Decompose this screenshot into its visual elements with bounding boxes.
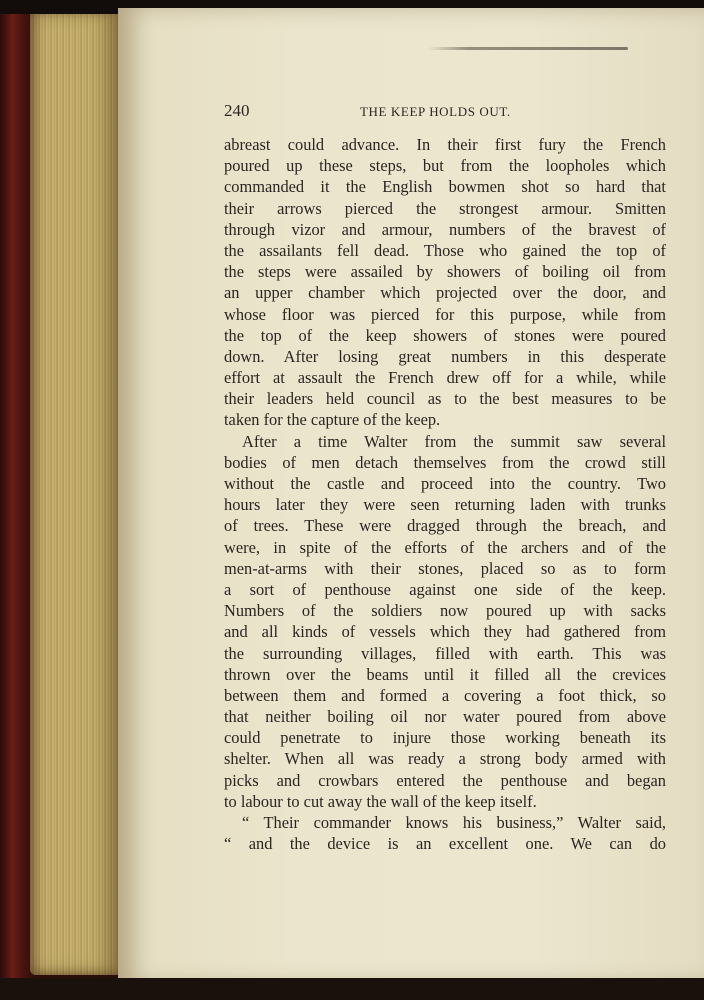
text-line: could penetrate to injure those working beneath its (224, 728, 666, 748)
text-line: thrown over the beams until it filled all the crevices (224, 664, 666, 684)
text-line: an upper chamber which projected over the door, and (224, 283, 666, 303)
text-line: without the castle and proceed into the country. Two (224, 474, 666, 493)
text-line: to labour to cut away the wall of the keep itself. (224, 791, 537, 811)
text-line: their leaders held council as to the best measures to be (224, 389, 666, 409)
text-line: bodies of men detach themselves from the crowd still (224, 452, 666, 472)
text-line: hours later they were seen returning laden with trunks (224, 495, 666, 515)
text-line: whose floor was pierced for this purpose, while from (224, 304, 666, 324)
text-line: through vizor and armour, numbers of the bravest of (224, 219, 666, 239)
body-text (224, 134, 666, 854)
text-line: the assailants fell dead. Those who gained the top of (224, 240, 666, 260)
text-line: down. After losing great numbers in this desperate (224, 346, 666, 366)
text-line: their arrows pierced the strongest armour. Smitten (224, 198, 666, 218)
text-line: a sort of penthouse against one side of the keep. (224, 579, 666, 599)
text-line: poured up these steps, but from the loopholes which (224, 156, 666, 176)
text-line: the steps were assailed by showers of boiling oil from (224, 262, 666, 282)
pencil-mark (428, 47, 628, 50)
running-title: THE KEEP HOLDS OUT. (360, 104, 511, 119)
text-line: “ Their commander knows his business,” Walter said, (242, 813, 666, 832)
text-line: that neither boiling oil nor water poured from above (224, 707, 666, 727)
text-line: shelter. When all was ready a strong body armed with (224, 749, 666, 769)
text-line: After a time Walter from the summit saw several (242, 431, 666, 451)
text-line: picks and crowbars entered the penthouse and began (224, 770, 666, 790)
text-line: abreast could advance. In their first fury the French (224, 135, 666, 154)
page-header (224, 101, 666, 123)
text-line: the top of the keep showers of stones were poured (224, 325, 666, 345)
page-edges (30, 10, 120, 975)
text-line: between them and formed a covering a foot thick, so (224, 685, 666, 705)
text-line: Numbers of the soldiers now poured up with sacks (224, 601, 666, 621)
text-line: of trees. These were dragged through the breach, and (224, 516, 666, 536)
text-line: and all kinds of vessels which they had gathered from (224, 622, 666, 642)
bottom-shadow (0, 978, 704, 1000)
text-line: men-at-arms with their stones, placed so as to form (224, 558, 666, 578)
text-line: “ and the device is an excellent one. We can do (224, 834, 666, 854)
text-line: commanded it the English bowmen shot so hard that (224, 177, 666, 197)
text-line: taken for the capture of the keep. (224, 410, 441, 430)
text-line: the surrounding villages, filled with earth. This was (224, 643, 666, 663)
text-line: effort at assault the French drew off for a while, while (224, 368, 666, 388)
page-number: 240 (224, 101, 250, 120)
text-line: were, in spite of the efforts of the archers and of the (224, 537, 666, 557)
